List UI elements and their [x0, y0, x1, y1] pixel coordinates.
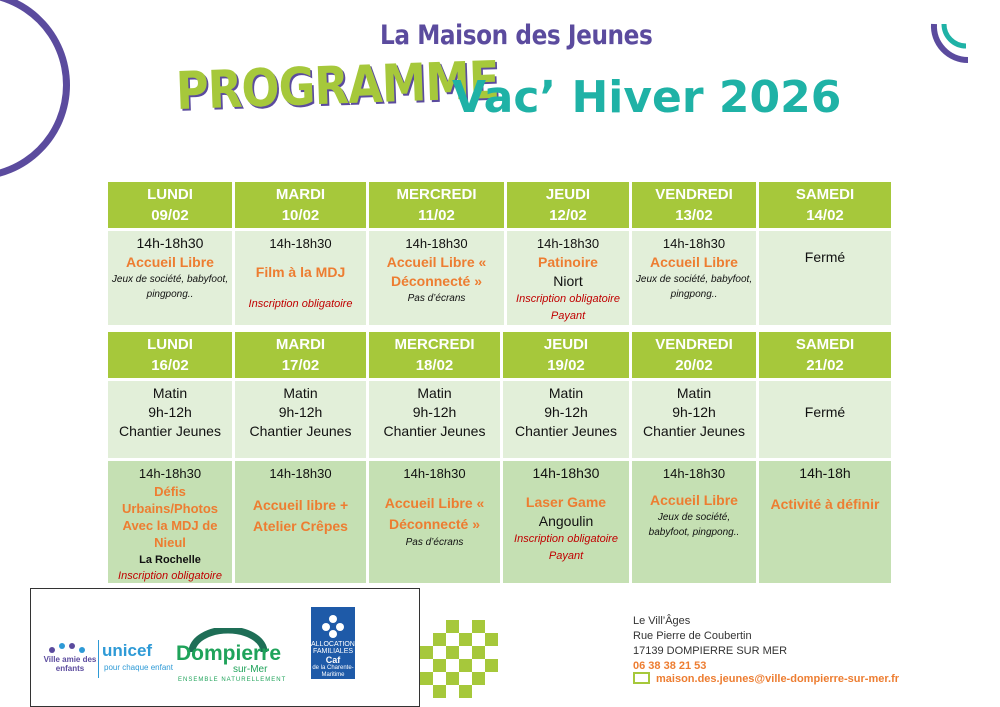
mail-icon — [633, 672, 650, 684]
activity-cell: Fermé — [759, 231, 891, 325]
week1-header-row — [108, 182, 891, 228]
decorative-arc-left — [0, 0, 109, 219]
week1-day-header: VENDREDI 13/02 — [632, 182, 756, 228]
address-city: 17139 DOMPIERRE SUR MER — [633, 645, 788, 657]
morning-cell: Matin 9h-12h Chantier Jeunes — [235, 381, 366, 458]
week1-day-header: JEUDI 12/02 — [507, 182, 629, 228]
phone-number[interactable]: 06 38 38 21 53 — [633, 660, 707, 672]
activity-cell: 14h-18h30 Film à la MDJ Inscription obligatoire — [235, 231, 366, 325]
week2-day-header: MARDI 17/02 — [235, 332, 366, 378]
week1-schedule-table — [105, 179, 894, 328]
caf-emblem-icon — [319, 611, 347, 639]
week2-day-header: SAMEDI 21/02 — [759, 332, 891, 378]
week2-day-header: MERCREDI 18/02 — [369, 332, 500, 378]
dompierre-logo-sub: sur-Mer — [233, 664, 268, 675]
week2-schedule-table — [105, 329, 894, 586]
address-block — [633, 614, 787, 674]
morning-cell: Matin 9h-12h Chantier Jeunes — [369, 381, 500, 458]
week1-day-header: MERCREDI 11/02 — [369, 182, 504, 228]
programme-title: PROGRAMME — [175, 50, 500, 122]
afternoon-cell: 14h-18h30 Accueil Libre « Déconnecté » Pas d’écrans — [369, 461, 500, 583]
activity-cell: 14h-18h30 Accueil Libre Jeux de société, babyfoot, pingpong.. — [632, 231, 756, 325]
dompierre-logo-tagline: ENSEMBLE NATURELLEMENT — [178, 677, 287, 683]
afternoon-cell: 14h-18h30 Accueil Libre Jeux de société, babyfoot, pingpong.. — [632, 461, 756, 583]
email-row — [633, 672, 899, 685]
email-link[interactable]: maison.des.jeunes@ville-dompierre-sur-mer.fr — [656, 673, 900, 685]
unicef-tagline: pour chaque enfant — [104, 663, 173, 672]
activity-cell: 14h-18h30 Patinoire Niort Inscription obligatoire Payant — [507, 231, 629, 325]
week1-activity-row — [108, 231, 891, 325]
caf-name: Caf — [325, 655, 341, 665]
caf-label: ALLOCATIONS FAMILIALES — [311, 641, 360, 655]
decorative-arc-right — [928, 18, 976, 66]
activity-cell: 14h-18h30 Accueil Libre Jeux de société, babyfoot, pingpong.. — [108, 231, 232, 325]
address-venue: Le Vill’Âges — [633, 615, 691, 627]
morning-cell: Matin 9h-12h Chantier Jeunes — [632, 381, 756, 458]
afternoon-cell: 14h-18h30 Défis Urbains/Photos Avec la MDJ de Nieul La Rochelle Inscription obligatoire — [108, 461, 232, 583]
week2-day-header: JEUDI 19/02 — [503, 332, 629, 378]
logo-separator — [98, 640, 99, 678]
week2-day-header: LUNDI 16/02 — [108, 332, 232, 378]
ville-amie-des-enfants-text: Ville amie des enfants — [43, 655, 97, 673]
caf-logo — [311, 607, 360, 679]
season-title: Vac’ Hiver 2026 — [452, 72, 842, 123]
checkerboard-decoration — [420, 620, 498, 698]
unicef-logo: unicef — [102, 641, 153, 660]
afternoon-cell: 14h-18h Activité à définir — [759, 461, 891, 583]
caf-department: de la Charente-Maritime — [312, 665, 354, 678]
week2-morning-row — [108, 381, 891, 458]
week2-header-row — [108, 332, 891, 378]
morning-cell: Matin 9h-12h Chantier Jeunes — [503, 381, 629, 458]
week2-day-header: VENDREDI 20/02 — [632, 332, 756, 378]
afternoon-cell: 14h-18h30 Laser Game Angoulin Inscription obligatoire Payant — [503, 461, 629, 583]
week2-afternoon-row — [108, 461, 891, 583]
morning-cell: Fermé — [759, 381, 891, 458]
morning-cell: Matin 9h-12h Chantier Jeunes — [108, 381, 232, 458]
dompierre-logo-name: Dompierre — [176, 642, 282, 665]
afternoon-cell: 14h-18h30 Accueil libre + Atelier Crêpes — [235, 461, 366, 583]
week1-day-header: MARDI 10/02 — [235, 182, 366, 228]
week1-day-header: SAMEDI 14/02 — [759, 182, 891, 228]
week1-day-header: LUNDI 09/02 — [108, 182, 232, 228]
activity-cell: 14h-18h30 Accueil Libre « Déconnecté » Pas d’écrans — [369, 231, 504, 325]
address-street: Rue Pierre de Coubertin — [633, 630, 752, 642]
organization-title: La Maison des Jeunes — [380, 20, 653, 51]
